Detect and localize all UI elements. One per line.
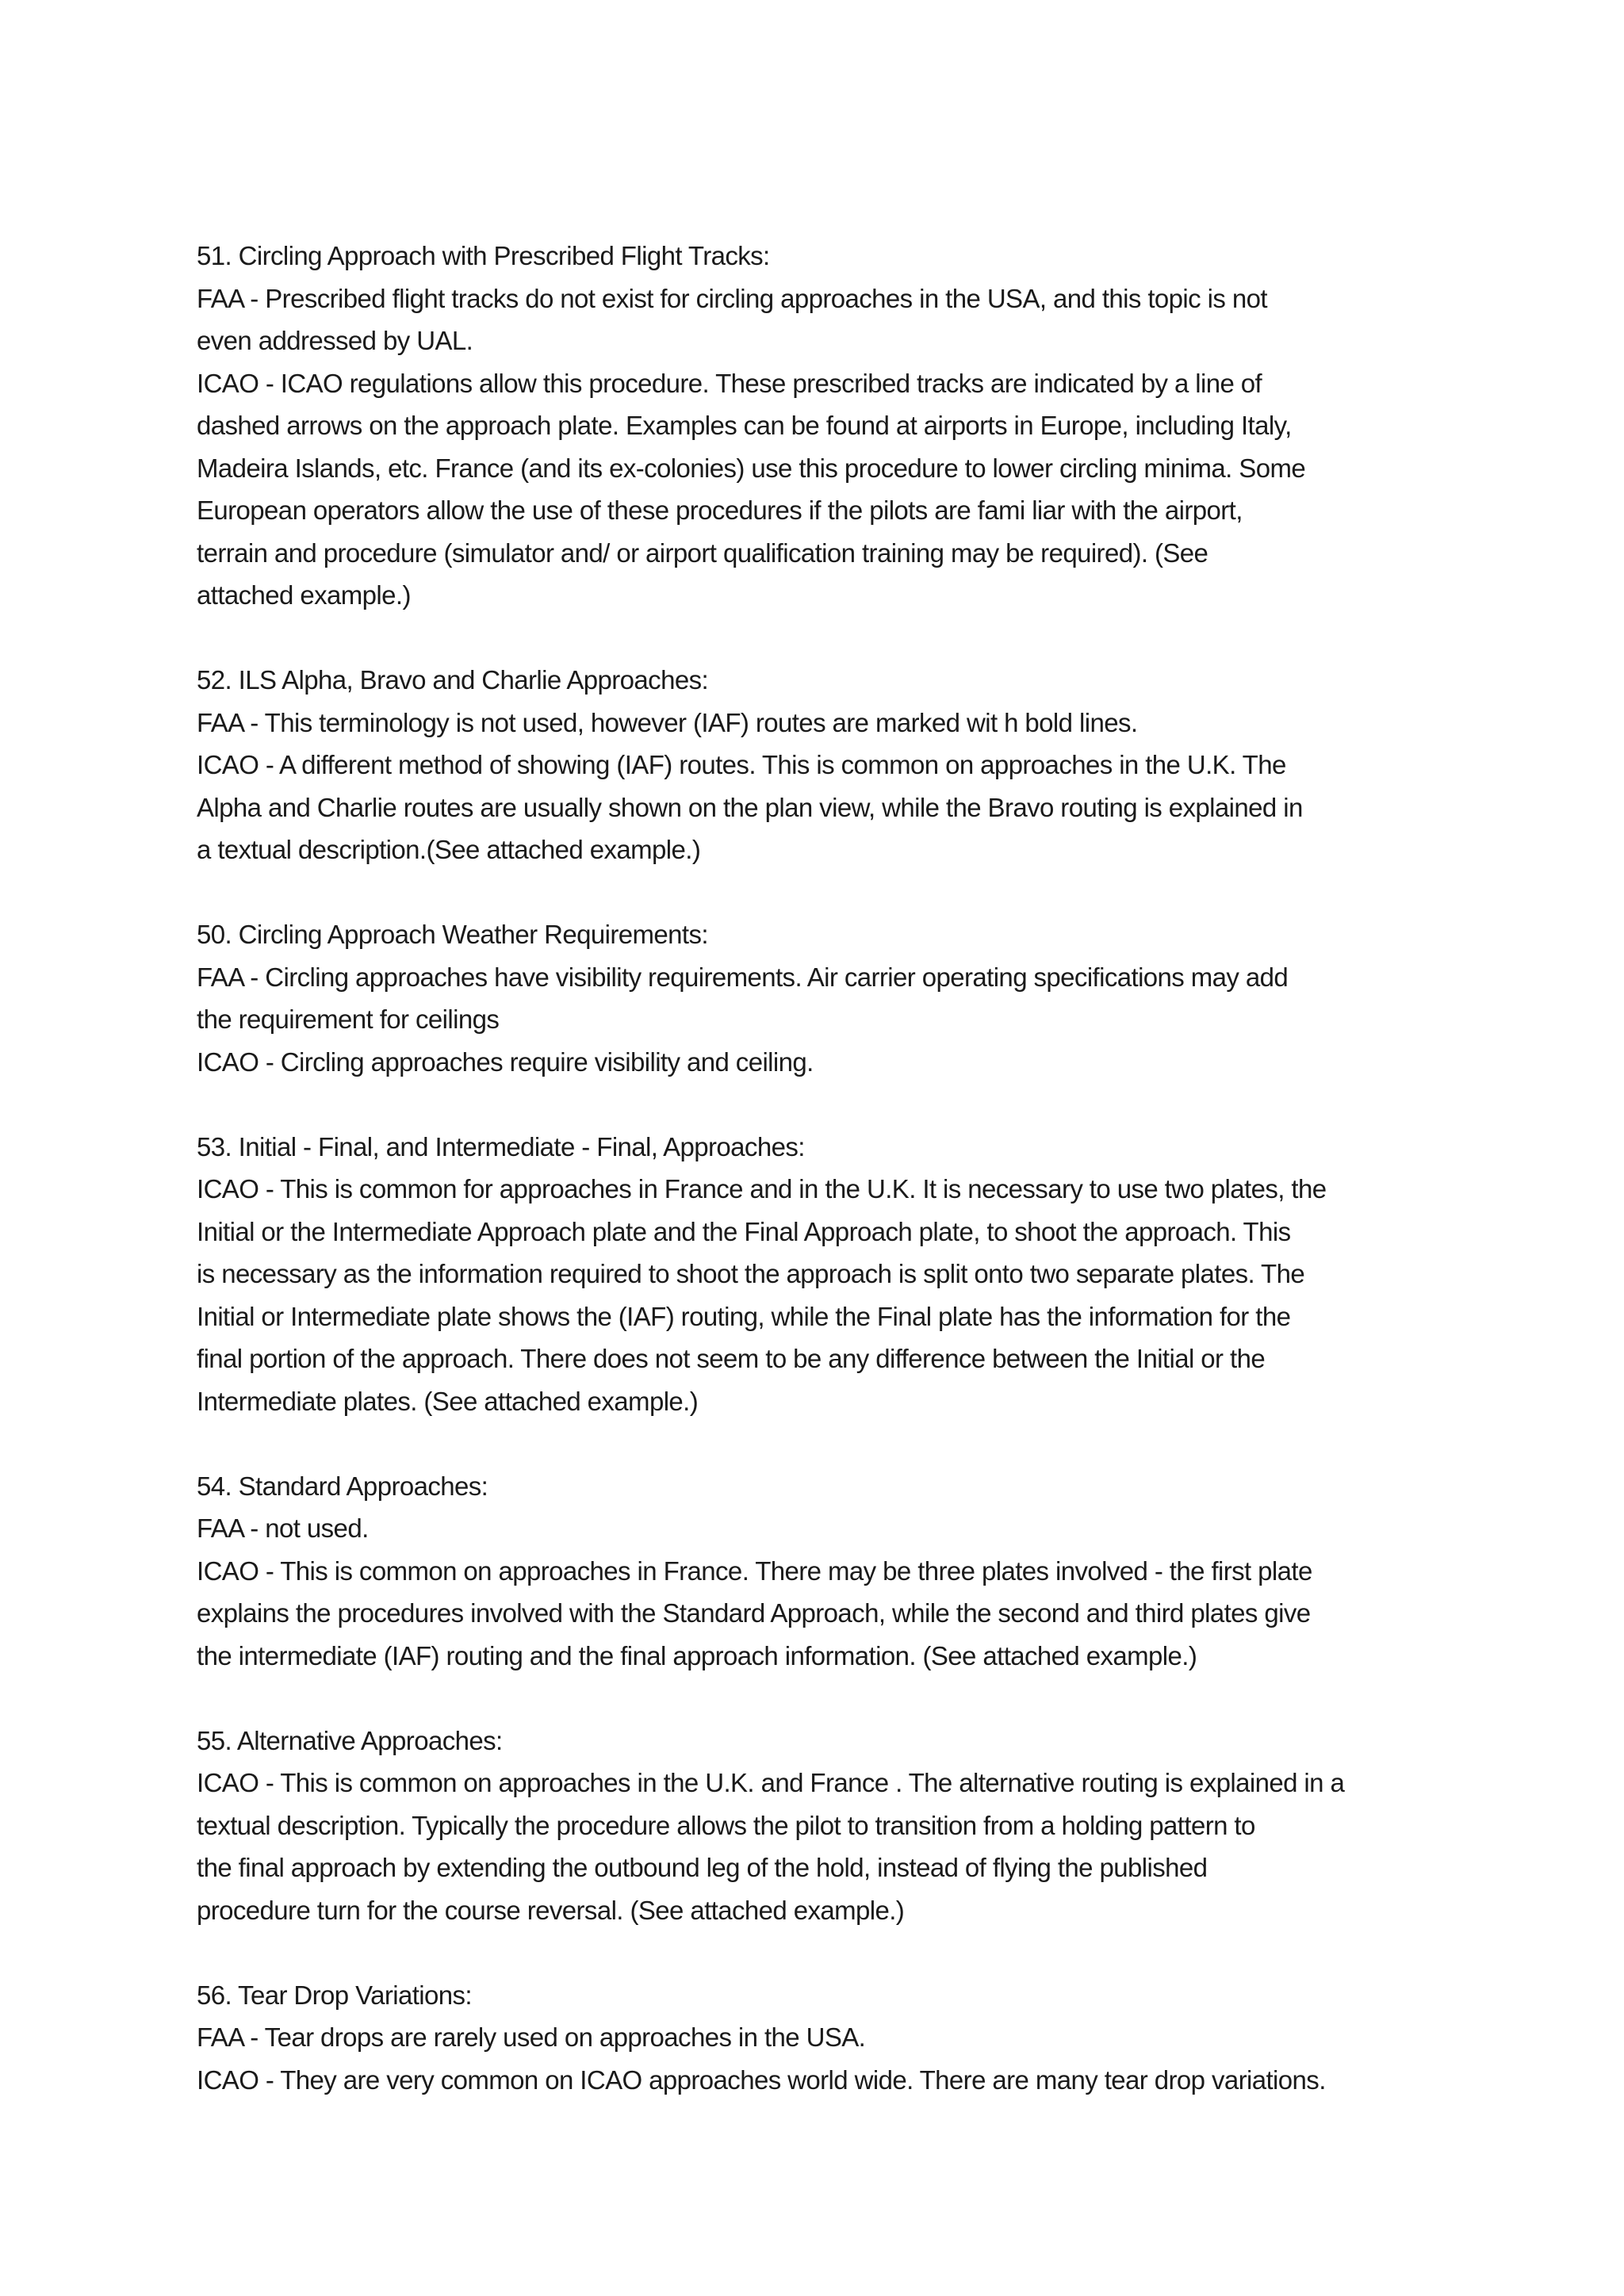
section-heading: 56. Tear Drop Variations: xyxy=(197,1980,472,2010)
paragraph-line: final portion of the approach. There does not seem to be any difference between the Initial or the xyxy=(197,1344,1266,1373)
paragraph-line: ICAO - ICAO regulations allow this procedure. These prescribed tracks are indicated by a line of xyxy=(197,368,1262,398)
section-heading: 53. Initial - Final, and Intermediate - Final, Approaches: xyxy=(197,1131,805,1161)
paragraph-line: explains the procedures involved with the Standard Approach, while the second and third plates give xyxy=(197,1598,1311,1628)
paragraph-line: FAA - Prescribed flight tracks do not exist for circling approaches in the USA, and this topic is not xyxy=(197,283,1267,313)
section-53-initial-intermediate-final xyxy=(197,1126,1450,1423)
paragraph-line: dashed arrows on the approach plate. Examples can be found at airports in Europe, including Italy, xyxy=(197,411,1292,440)
paragraph-line: ICAO - This is common for approaches in France and in the U.K. It is necessary to use two plates, the xyxy=(197,1174,1327,1203)
paragraph-line: the intermediate (IAF) routing and the final approach information. (See attached example.) xyxy=(197,1640,1197,1670)
section-heading: 54. Standard Approaches: xyxy=(197,1471,488,1501)
paragraph-line: is necessary as the information required to shoot the approach is split onto two separate plates. The xyxy=(197,1259,1305,1288)
paragraph-line: the final approach by extending the outbound leg of the hold, instead of flying the published xyxy=(197,1853,1208,1882)
paragraph-line: procedure turn for the course reversal. (See attached example.) xyxy=(197,1895,905,1925)
paragraph-line: ICAO - This is common on approaches in France. There may be three plates involved - the first plate xyxy=(197,1556,1312,1586)
section-55-alternative-approaches xyxy=(197,1720,1450,1932)
paragraph-line: Alpha and Charlie routes are usually shown on the plan view, while the Bravo routing is explained in xyxy=(197,792,1303,822)
section-heading: 50. Circling Approach Weather Requirements: xyxy=(197,920,708,949)
paragraph-line: a textual description.(See attached example.) xyxy=(197,835,701,864)
paragraph-line: ICAO - This is common on approaches in the U.K. and France . The alternative routing is explained in a xyxy=(197,1768,1345,1797)
section-51-circling-prescribed-tracks xyxy=(197,235,1450,617)
paragraph-line: FAA - Circling approaches have visibility requirements. Air carrier operating specifications may add xyxy=(197,962,1289,992)
paragraph-line: ICAO - They are very common on ICAO approaches world wide. There are many tear drop variations. xyxy=(197,2064,1326,2095)
paragraph-line: Intermediate plates. (See attached example.) xyxy=(197,1386,699,1416)
paragraph-line: Madeira Islands, etc. France (and its ex-colonies) use this procedure to lower circling minima. Some xyxy=(197,453,1306,483)
section-52-ils-alpha-bravo-charlie xyxy=(197,659,1450,871)
paragraph-line: ICAO - A different method of showing (IAF) routes. This is common on approaches in the U.K. The xyxy=(197,750,1286,779)
paragraph-line: the requirement for ceilings xyxy=(197,1004,500,1034)
section-heading: 52. ILS Alpha, Bravo and Charlie Approaches: xyxy=(197,665,709,695)
paragraph-line: even addressed by UAL. xyxy=(197,326,473,355)
paragraph-line: ICAO - Circling approaches require visibility and ceiling. xyxy=(197,1047,814,1077)
paragraph-line: terrain and procedure (simulator and/ or airport qualification training may be required). (See xyxy=(197,538,1208,568)
section-54-standard-approaches xyxy=(197,1465,1450,1678)
paragraph-line: Initial or the Intermediate Approach plate and the Final Approach plate, to shoot the approach. This xyxy=(197,1216,1291,1246)
paragraph-line: FAA - This terminology is not used, however (IAF) routes are marked wit h bold lines. xyxy=(197,707,1138,737)
section-50-circling-weather xyxy=(197,913,1450,1083)
section-heading: 51. Circling Approach with Prescribed Flight Tracks: xyxy=(197,241,770,270)
section-heading: 55. Alternative Approaches: xyxy=(197,1725,503,1755)
paragraph-line: attached example.) xyxy=(197,580,411,610)
section-56-tear-drop-variations xyxy=(197,1974,1450,2102)
document-body xyxy=(197,235,1450,2144)
paragraph-line: textual description. Typically the procedure allows the pilot to transition from a holding pattern to xyxy=(197,1810,1255,1840)
paragraph-line: FAA - not used. xyxy=(197,1513,369,1543)
paragraph-line: European operators allow the use of these procedures if the pilots are fami liar with the airport, xyxy=(197,496,1243,525)
paragraph-line: FAA - Tear drops are rarely used on approaches in the USA. xyxy=(197,2022,866,2052)
paragraph-line: Initial or Intermediate plate shows the (IAF) routing, while the Final plate has the information for the xyxy=(197,1301,1291,1331)
